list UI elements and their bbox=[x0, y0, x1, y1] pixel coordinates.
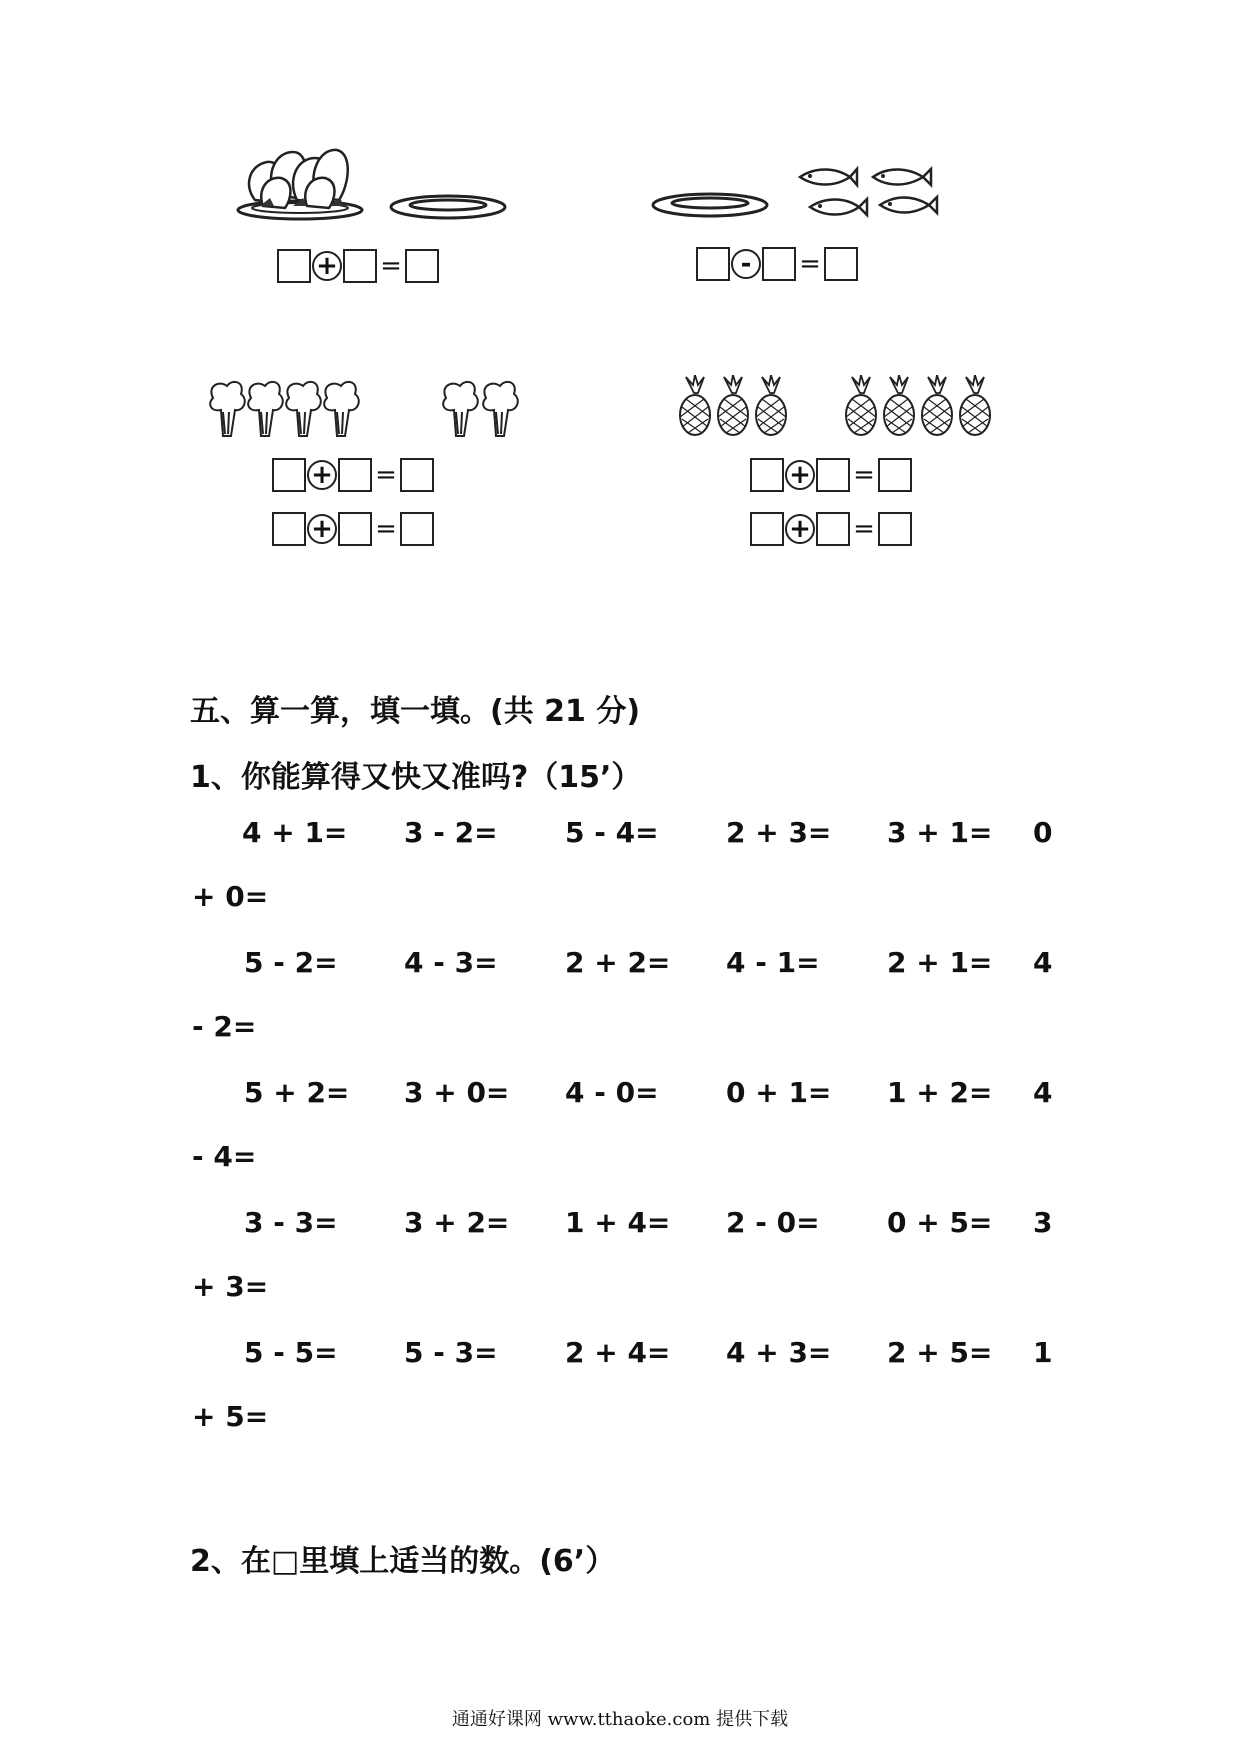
arithmetic-item-wrap-tail[interactable]: + 5= bbox=[192, 1400, 269, 1433]
equation-row bbox=[272, 512, 434, 546]
arithmetic-item[interactable]: 3 - 2= bbox=[404, 816, 498, 849]
arithmetic-item-wrap-head: 3 bbox=[1033, 1206, 1053, 1239]
arithmetic-item[interactable]: 2 + 1= bbox=[887, 946, 993, 979]
arithmetic-item-wrap-tail[interactable]: - 4= bbox=[192, 1140, 257, 1173]
plus-operator-circle: + bbox=[307, 460, 337, 490]
answer-box[interactable] bbox=[400, 458, 434, 492]
plus-operator-circle: + bbox=[785, 460, 815, 490]
plus-operator-circle: + bbox=[785, 514, 815, 544]
equals-sign: = bbox=[375, 460, 397, 490]
arithmetic-item[interactable]: 0 + 1= bbox=[726, 1076, 832, 1109]
peaches-on-plate-illustration bbox=[235, 140, 365, 225]
answer-box[interactable] bbox=[816, 512, 850, 546]
answer-box[interactable] bbox=[750, 458, 784, 492]
equation-row bbox=[272, 458, 434, 492]
answer-box[interactable] bbox=[878, 458, 912, 492]
page-footer: 通通好课网 www.tthaoke.com 提供下载 bbox=[451, 1709, 789, 1730]
answer-box[interactable] bbox=[824, 247, 858, 281]
answer-box[interactable] bbox=[338, 512, 372, 546]
arithmetic-item[interactable]: 5 - 5= bbox=[244, 1336, 338, 1369]
plus-operator-circle: + bbox=[307, 514, 337, 544]
arithmetic-item[interactable]: 2 + 4= bbox=[565, 1336, 671, 1369]
arithmetic-item[interactable]: 3 + 2= bbox=[404, 1206, 510, 1239]
question-one-title: 1、你能算得又快又准吗?（15’） bbox=[190, 760, 642, 795]
answer-box[interactable] bbox=[816, 458, 850, 492]
equals-sign: = bbox=[375, 514, 397, 544]
answer-box[interactable] bbox=[696, 247, 730, 281]
arithmetic-item[interactable]: 0 + 5= bbox=[887, 1206, 993, 1239]
answer-box[interactable] bbox=[405, 249, 439, 283]
arithmetic-item[interactable]: 4 - 3= bbox=[404, 946, 498, 979]
question-two-title: 2、在□里填上适当的数。(6’） bbox=[190, 1544, 616, 1579]
arithmetic-item-wrap-head: 4 bbox=[1033, 1076, 1053, 1109]
answer-box[interactable] bbox=[762, 247, 796, 281]
cabbages-group-right-illustration bbox=[438, 378, 528, 440]
equation-row bbox=[277, 249, 439, 283]
arithmetic-item-wrap-head: 1 bbox=[1033, 1336, 1053, 1369]
arithmetic-item[interactable]: 3 + 1= bbox=[887, 816, 993, 849]
arithmetic-item[interactable]: 2 + 5= bbox=[887, 1336, 993, 1369]
answer-box[interactable] bbox=[277, 249, 311, 283]
equals-sign: = bbox=[380, 251, 402, 281]
answer-box[interactable] bbox=[272, 458, 306, 492]
section-five-title: 五、算一算，填一填。(共 21 分) bbox=[190, 694, 641, 729]
equals-sign: = bbox=[799, 249, 821, 279]
arithmetic-item[interactable]: 2 - 0= bbox=[726, 1206, 820, 1239]
arithmetic-item[interactable]: 4 - 1= bbox=[726, 946, 820, 979]
arithmetic-item[interactable]: 4 + 1= bbox=[242, 816, 348, 849]
empty-plate-illustration bbox=[388, 192, 508, 222]
equation-row bbox=[696, 247, 858, 281]
arithmetic-item-wrap-tail[interactable]: + 3= bbox=[192, 1270, 269, 1303]
equals-sign: = bbox=[853, 460, 875, 490]
answer-box[interactable] bbox=[338, 458, 372, 492]
arithmetic-item-wrap-head: 0 bbox=[1033, 816, 1053, 849]
arithmetic-item[interactable]: 5 - 2= bbox=[244, 946, 338, 979]
answer-box[interactable] bbox=[400, 512, 434, 546]
pineapples-group-left-illustration bbox=[676, 375, 796, 437]
empty-plate-illustration bbox=[650, 190, 770, 220]
arithmetic-item[interactable]: 4 - 0= bbox=[565, 1076, 659, 1109]
equation-row bbox=[750, 512, 912, 546]
arithmetic-item[interactable]: 1 + 4= bbox=[565, 1206, 671, 1239]
arithmetic-item[interactable]: 2 + 2= bbox=[565, 946, 671, 979]
answer-box[interactable] bbox=[272, 512, 306, 546]
plus-operator-circle: + bbox=[312, 251, 342, 281]
arithmetic-item[interactable]: 3 + 0= bbox=[404, 1076, 510, 1109]
minus-operator-circle: - bbox=[731, 249, 761, 279]
arithmetic-item[interactable]: 5 - 4= bbox=[565, 816, 659, 849]
arithmetic-item[interactable]: 1 + 2= bbox=[887, 1076, 993, 1109]
pineapples-group-right-illustration bbox=[842, 375, 1002, 437]
arithmetic-item[interactable]: 5 - 3= bbox=[404, 1336, 498, 1369]
arithmetic-item[interactable]: 4 + 3= bbox=[726, 1336, 832, 1369]
arithmetic-item[interactable]: 5 + 2= bbox=[244, 1076, 350, 1109]
arithmetic-item-wrap-tail[interactable]: - 2= bbox=[192, 1010, 257, 1043]
equation-row bbox=[750, 458, 912, 492]
answer-box[interactable] bbox=[750, 512, 784, 546]
fish-group-illustration bbox=[795, 165, 945, 230]
arithmetic-item-wrap-head: 4 bbox=[1033, 946, 1053, 979]
answer-box[interactable] bbox=[343, 249, 377, 283]
arithmetic-item[interactable]: 3 - 3= bbox=[244, 1206, 338, 1239]
cabbages-group-left-illustration bbox=[205, 378, 365, 440]
equals-sign: = bbox=[853, 514, 875, 544]
arithmetic-item[interactable]: 2 + 3= bbox=[726, 816, 832, 849]
answer-box[interactable] bbox=[878, 512, 912, 546]
arithmetic-item-wrap-tail[interactable]: + 0= bbox=[192, 880, 269, 913]
